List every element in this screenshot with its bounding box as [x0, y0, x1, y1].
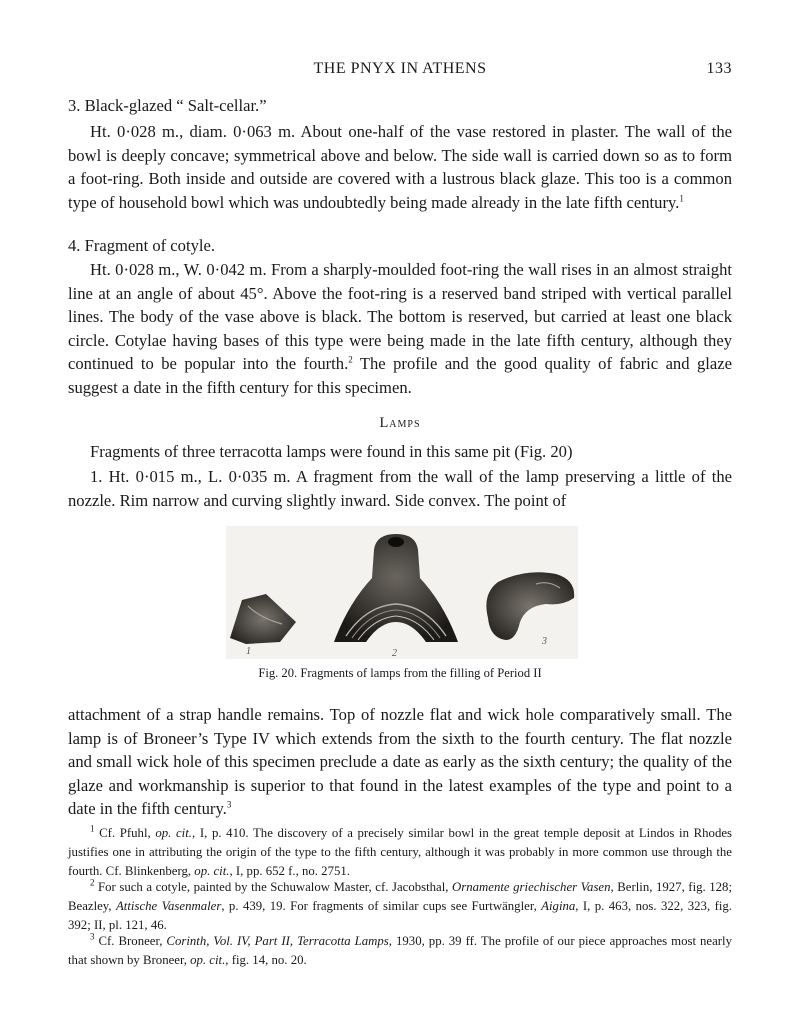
- footnote-2: [68, 878, 732, 934]
- figure-label-1: 1: [246, 646, 251, 657]
- item-4-text-a: Ht. 0·028 m., W. 0·042 m. From a sharply-moulded foot-ring the wall rises in an almost straight line at an angle of about 45°. Above the foot-ring is a reserved band striped with vertical parallel lines. The body of the vase above is black. The bottom is reserved, but carried at least one black circle. Cotylae having bases of this type were being made in the late fifth century, although they continued to be popular into the fourth.: [68, 260, 732, 374]
- footnote-2-italic-d: Attische Vasenmaler: [115, 898, 222, 913]
- footnote-3-text-a: Cf. Broneer,: [94, 934, 167, 948]
- item-3-heading: 3. Black-glazed “ Salt-cellar.”: [68, 96, 267, 115]
- page-number: 133: [706, 60, 732, 77]
- lamp-1-continuation: attachment of a strap handle remains. Top of nozzle flat and wick hole comparatively small. The lamp is of Broneer’s Type IV which extends from the sixth to the fourth century. The flat nozzle and small wick hole of this specimen preclude a date as early as the sixth century; the quality of the glaze and workmanship is superior to that found in the latest examples of the type and point to a date in the fifth century.: [68, 705, 732, 819]
- lamp-1-start-block: [68, 465, 732, 512]
- lamp-1-continuation-block: [68, 703, 732, 821]
- item-3-body: [68, 120, 732, 214]
- figure-label-2: 2: [392, 648, 397, 659]
- footnote-3-italic-b: Corinth, Vol. IV, Part II, Terracotta Lamps: [166, 934, 389, 948]
- item-3-text: Ht. 0·028 m., diam. 0·063 m. About one-half of the vase restored in plaster. The wall of the bowl is deeply concave; symmetrical above and below. The side wall is carried down so as to form a foot-ring. Both inside and outside are covered with a lustrous black glaze. This too is a common type of household bowl which was undoubtedly being made already in the late fifth century.: [68, 122, 732, 212]
- footnote-ref-2: 2: [348, 354, 353, 365]
- footnote-2-number: 2: [90, 877, 95, 888]
- running-title: THE PNYX IN ATHENS: [313, 60, 487, 77]
- figure-label-3: 3: [542, 636, 547, 647]
- item-4-heading: 4. Fragment of cotyle.: [68, 236, 216, 255]
- figure-20-photo: [226, 526, 578, 659]
- lamps-heading: Lamps: [379, 415, 421, 431]
- footnote-1-text-a: Cf. Pfuhl,: [94, 826, 156, 840]
- item-4-body: [68, 258, 732, 400]
- footnote-1-italic-d: op. cit.: [194, 863, 230, 878]
- footnote-2-text-a: For such a cotyle, painted by the Schuwalow Master, cf. Jacobsthal,: [94, 880, 453, 894]
- footnote-3-text-e: , fig. 14, no. 20.: [225, 952, 307, 967]
- item-4-text-b: The profile and the good quality of fabric and glaze suggest a date in the fifth century for this specimen.: [68, 354, 732, 397]
- footnote-2-text-g: , I, p. 463, nos. 322, 323, fig. 392; II, pl. 121, 46.: [68, 898, 732, 932]
- footnote-3-italic-d: op. cit.: [190, 952, 226, 967]
- lamps-intro: Fragments of three terracotta lamps were found in this same pit (Fig. 20): [90, 442, 573, 461]
- running-header: [68, 60, 732, 82]
- footnote-ref-3: 3: [226, 799, 232, 810]
- footnote-2-italic-f: Aigina: [541, 898, 576, 913]
- footnote-1-number: 1: [90, 823, 95, 834]
- lamp-fragment-3: [486, 572, 574, 640]
- lamp-fragment-1: [230, 594, 296, 644]
- footnote-1-text-e: , I, pp. 652 f., no. 2751.: [229, 863, 350, 878]
- lamp-fragments-illustration: [226, 526, 578, 659]
- footnote-3-number: 3: [90, 931, 95, 942]
- footnote-2-italic-b: Ornamente griechischer Vasen: [452, 880, 611, 894]
- lamp-1-start: 1. Ht. 0·015 m., L. 0·035 m. A fragment from the wall of the lamp preserving a little of the nozzle. Rim narrow and curving slightly inward. Side convex. The point of: [68, 467, 732, 510]
- footnote-2-text-e: , p. 439, 19. For fragments of similar cups see Furtwängler,: [221, 898, 542, 913]
- lamp-fragment-2: [334, 534, 458, 642]
- footnote-1: [68, 824, 732, 880]
- footnote-1-text-c: , I, p. 410. The discovery of a precisely similar bowl in the great temple deposit at Lindos in Rhodes justifies one in attributing the origin of the type to the fifth century, although it was probably in more common use through the fourth. Cf. Blinkenberg,: [68, 826, 732, 878]
- lamps-intro-block: [68, 440, 732, 464]
- footnote-3-text-c: , 1930, pp. 39 ff. The profile of our piece approaches most nearly that shown by Broneer,: [68, 934, 732, 967]
- footnote-ref-1: 1: [679, 193, 684, 204]
- figure-caption: Fig. 20. Fragments of lamps from the filling of Period II: [258, 666, 542, 680]
- footnote-1-italic-b: op. cit.: [155, 826, 192, 840]
- footnote-3: [68, 932, 732, 970]
- footnote-2-text-c: , Berlin, 1927, fig. 128; Beazley,: [68, 880, 733, 913]
